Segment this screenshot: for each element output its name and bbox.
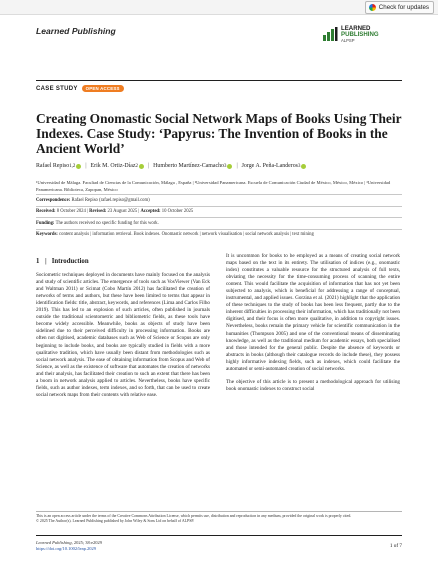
- revised-date: 23 August 2025: [107, 209, 138, 214]
- body-paragraph: The objective of this article is to present a methodological approach for utilising book onomastic indexes to construct social: [226, 378, 400, 392]
- correspondence-label: Correspondence:: [36, 197, 71, 203]
- correspondence-line: [36, 194, 402, 206]
- logo-line-publishing: PUBLISHING: [341, 31, 379, 39]
- author-separator: |: [147, 163, 150, 169]
- orcid-icon[interactable]: [227, 164, 232, 169]
- keywords-label: Keywords:: [36, 232, 58, 237]
- logo-line-alpsp: ALPSP: [341, 38, 355, 44]
- open-access-badge: OPEN ACCESS: [82, 85, 124, 92]
- keywords-value: content analysis | information retrieval. Book indexes. Onomastic network | network visualisation | social network analysis | text mining: [59, 232, 314, 237]
- keywords-line: [36, 229, 402, 241]
- received-label: Received:: [36, 209, 56, 214]
- citation-block: [36, 540, 102, 552]
- funding-label: Funding:: [36, 220, 55, 226]
- logo-line-learned: LEARNED: [341, 25, 371, 32]
- correspondence-value[interactable]: Rafael Repiso (rafael.repiso@gmail.com): [71, 197, 150, 203]
- citation-volume: 2025; 38:e2029: [72, 540, 102, 545]
- received-date: 8 October 2024: [56, 209, 86, 214]
- doi-link[interactable]: https://doi.org/10.1002/leap.2029: [36, 546, 97, 551]
- check-for-updates-label: Check for updates: [378, 4, 429, 11]
- author-3[interactable]: [153, 163, 232, 169]
- section-heading: [36, 258, 210, 265]
- author-separator: |: [85, 163, 87, 169]
- author-affiliation-sup: 3: [297, 163, 301, 169]
- publisher-logo: [322, 24, 400, 50]
- author-name: Jorge A. Peña-Landeros: [241, 163, 298, 169]
- check-for-updates-button[interactable]: [365, 1, 434, 14]
- learned-publishing-logo-icon: [322, 26, 338, 42]
- funding-value: The authors received no specific funding for this work.: [55, 220, 159, 226]
- funding-line: [36, 217, 402, 229]
- orcid-icon[interactable]: [139, 164, 144, 169]
- body-paragraph: It is uncommon for books to be employed as a means of creating social network maps based on the text in its entirety. The utilisation of indices (e.g., onomastic index) constitutes a valuable resource for the structured analysis of full texts, obviating the necessity for the time-consuming process of scanning the entire content. This would facilitate the acquisition of information that has not yet been subjected to analysis, which is beneficial for addressing a range of conceptual, instrumental, and applied issues. Gorzina et al. (2021) highlight that the application of these techniques to the study of books has been less frequent, partly due to the inherent difficulties in processing their information, which has traditionally not been digitised, and their focus is often more qualitative, in addition to copyright issues. Nevertheless, books remain the primary vehicle for scientific communication in the humanities (Thompson 2005) and one of the conventional means of disseminating knowledge, as well as the traditional medium for academic essays, both specialised and those intended for the general public. Despite the absence of keywords or abstracts in books (although their catalogue records do include these), they possess highly informative indexing fields, such as indexes, which could facilitate the automated or semi-automated creation of social networks.: [226, 253, 400, 372]
- dates-separator: |: [138, 209, 141, 214]
- orcid-icon[interactable]: [76, 164, 81, 169]
- accepted-date: 10 October 2025: [161, 209, 194, 214]
- author-4[interactable]: [242, 163, 307, 169]
- author-separator: |: [236, 163, 238, 169]
- affiliations: ¹Universidad de Málaga. Facultad de Ciencias de la Comunicación, Málaga , España | ²Universidad Panamericana. Escuela de Comunicación Ciudad de México, México, México | ³Universidad Panamericana. Biblioteca, Zapopan, México: [36, 180, 391, 192]
- author-list: [36, 163, 408, 169]
- citation-journal: Learned Publishing,: [36, 540, 73, 545]
- footer-divider: [36, 511, 402, 512]
- license-block: [36, 514, 402, 524]
- article-type-row: [36, 80, 402, 92]
- author-1[interactable]: [36, 163, 81, 169]
- dates-separator: |: [87, 209, 90, 214]
- author-affiliation-sup: 1,2: [69, 163, 76, 169]
- body-column-left: [36, 258, 210, 405]
- author-name: Rafael Repiso: [36, 163, 70, 169]
- journal-name: Learned Publishing: [36, 26, 116, 36]
- body-column-right: [226, 253, 400, 399]
- author-2[interactable]: [91, 163, 144, 169]
- logo-wordmark: [341, 26, 379, 45]
- accepted-label: Accepted:: [140, 209, 161, 214]
- author-affiliation-sup: 2: [135, 163, 138, 169]
- author-name: Humberto Martínez-Camacho: [153, 163, 224, 169]
- section-separator: |: [45, 258, 51, 265]
- dates-line: [36, 206, 402, 218]
- author-affiliation-sup: 3: [224, 163, 227, 169]
- author-name: Erik M. Ortiz-Díaz: [90, 163, 136, 169]
- license-text: This is an open access article under the terms of the Creative Commons Attribution License, which permits use, distribution and reproduction in any medium, provided the original work is properly cited.: [36, 514, 352, 518]
- section-title: Introduction: [51, 258, 89, 265]
- section-number: 1: [36, 258, 40, 265]
- crossmark-icon: [369, 4, 376, 11]
- revised-label: Revised:: [89, 209, 107, 214]
- orcid-icon[interactable]: [301, 164, 306, 169]
- article-type: CASE STUDY: [36, 85, 78, 92]
- viewer-toolbar: [0, 0, 438, 15]
- article-metadata: [36, 194, 402, 240]
- page-count: 1 of 7: [389, 543, 402, 549]
- article-title: Creating Onomastic Social Network Maps of Books Using Their Indexes. Case Study: ‘Papyrus: The Invention of Books in the Ancient World’: [36, 111, 402, 156]
- footer-bar: [36, 535, 402, 536]
- copyright-text: © 2025 The Author(s). Learned Publishing published by John Wiley & Sons Ltd on behalf of ALPSP.: [36, 519, 195, 524]
- body-paragraph: Sociometric techniques deployed in documents have mainly focused on the analysis and study of scientific articles. The emergence of tools such as VosViewer (Van Eck and Waltman 2011) or Scimat (Cobo Martín 2012) has facilitated the creation of networks of terms and authors, but these have been limited to terms that appear in identification fields: title, abstract, keywords, and references (Lima and Carlos Filho 2019). This has led to an explosion of such articles, often published in journals outside the traditional scientometric and bibliometric fields, as these tools have become widely accessible. Meanwhile, books as objects of study have been sidelined due to their perceived difficulty in processing information. Books are often not digitised, academic databases such as Web of Science or Scopus are only beginning to include books, and books are typically studied in fields with a more qualitative tradition, which have usually been distant from methodologies such as social network analysis. The ease of obtaining information from Scopus and Web of Science, as well as the existence of software that automates the creation of networks and their analysis, has facilitated their creation to such an extent that there has been a boom in network analysis applied to articles. Nevertheless, books have specific fields, such as author indexes, term indexes, and so forth, that can be used to create social network maps from their contents with relative ease.: [36, 272, 210, 398]
